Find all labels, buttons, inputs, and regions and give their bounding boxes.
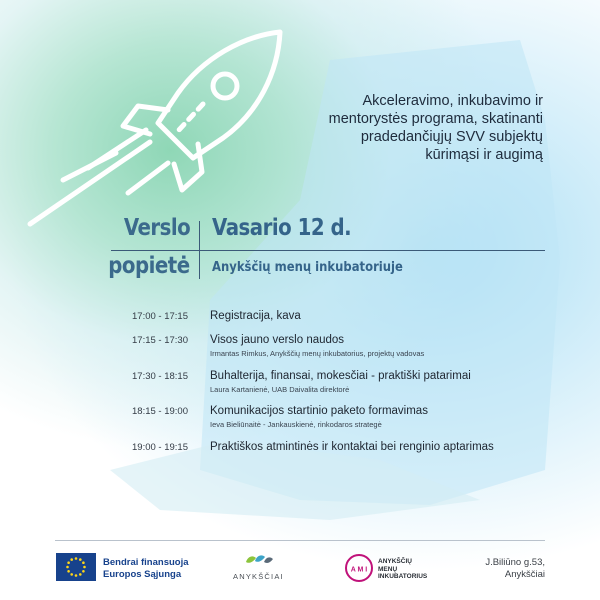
tagline-line: Akceleravimo, inkubavimo ir	[362, 93, 543, 109]
ami-name-line: MENŲ	[378, 565, 398, 573]
agenda-time: 19:00 - 19:15	[132, 442, 188, 453]
tagline-line: mentorystės programa, skatinanti	[328, 111, 543, 127]
agenda-title: Buhalterija, finansai, mokesčiai - praktiški patarimai	[210, 370, 471, 382]
ami-logo-icon	[344, 553, 374, 583]
agenda-speaker: Ieva Bieliūnaitė - Jankauskienė, rinkodaros strategė	[210, 420, 382, 429]
ami-name	[378, 558, 427, 581]
tagline-line: pradedančiųjų SVV subjektų	[360, 129, 543, 145]
ami-name-line: ANYKŠČIŲ	[378, 558, 412, 565]
agenda-title: Praktiškos atmintinės ir kontaktai bei renginio aptarimas	[210, 441, 494, 453]
agenda-title: Visos jauno verslo naudos	[210, 334, 345, 346]
ami-name-line: INKUBATORIUS	[378, 573, 428, 580]
heading-word-verslo: Verslo	[123, 215, 190, 241]
eu-funding-line: Bendrai finansuoja	[103, 557, 189, 568]
agenda-speaker: Laura Kartanienė, UAB Daivalita direktorė	[210, 385, 350, 394]
agenda-title: Registracija, kava	[210, 310, 301, 322]
agenda-title: Komunikacijos startinio paketo formavimas	[210, 405, 428, 417]
anyksciai-logo-icon	[244, 552, 274, 568]
eu-flag-icon	[56, 553, 96, 581]
address-line: Anykščiai	[504, 569, 545, 580]
agenda-speaker: Irmantas Rimkus, Anykščių menų inkubatorius, projektų vadovas	[210, 349, 425, 358]
eu-funding-text	[103, 557, 189, 581]
event-venue: Anykščių menų inkubatoriuje	[212, 259, 403, 275]
agenda-time: 18:15 - 19:00	[132, 406, 188, 417]
anyksciai-label: ANYKŠČIAI	[233, 572, 284, 581]
venue-address	[485, 557, 545, 581]
ami-logo-mark: A M I	[350, 566, 368, 574]
eu-funding-line: Europos Sąjunga	[103, 569, 182, 580]
agenda-time: 17:15 - 17:30	[132, 335, 188, 346]
heading-word-popiete: popietė	[108, 253, 190, 279]
event-date: Vasario 12 d.	[212, 215, 352, 241]
address-line: J.Biliūno g.53,	[485, 557, 545, 568]
program-tagline	[253, 92, 543, 164]
tagline-line: kūrimąsi ir augimą	[425, 147, 543, 163]
heading-horizontal-divider	[111, 250, 545, 251]
agenda-time: 17:30 - 18:15	[132, 371, 188, 382]
footer-divider	[55, 540, 545, 541]
agenda-time: 17:00 - 17:15	[132, 311, 188, 322]
